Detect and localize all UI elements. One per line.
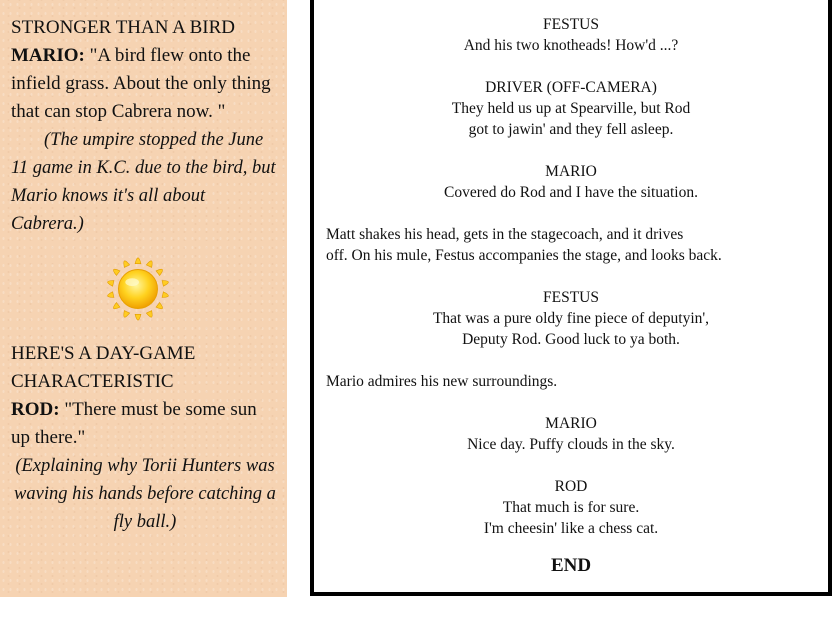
dialogue-line: I'm cheesin' like a chess cat. [483,520,659,537]
dialogue-line: That was a pure oldy fine piece of deputyin', [432,310,710,327]
action-text: Matt shakes his head, gets in the stagecoach, and it drives [326,226,684,243]
dialogue-mario-2 [314,413,828,455]
character-name: FESTUS [543,16,599,33]
dialogue-rod [314,476,828,539]
dialogue-line: got to jawin' and they fell asleep. [468,121,674,138]
action-text: Mario admires his new surroundings. [326,373,558,390]
action-line-2 [314,371,828,392]
section1-note: (The umpire stopped the June 11 game in K.C. due to the bird, but Mario knows it's all about Cabrera.) [11,130,276,234]
sidebar-panel [0,0,287,597]
sun-icon [99,250,177,328]
action-line-1 [314,224,828,266]
dialogue-line: Nice day. Puffy clouds in the sky. [467,436,675,453]
character-name: DRIVER (OFF-CAMERA) [485,79,657,96]
end-marker: END [550,555,592,576]
dialogue-festus-1 [314,14,828,56]
section2-headline: HERE'S A DAY-GAME CHARACTERISTIC [11,343,196,392]
speaker-rod: ROD: [11,399,60,420]
mario-quote-text: "A bird flew onto the infield grass. About the only thing that can stop Cabrera now. " [11,45,271,122]
section2-note: (Explaining why Torii Hunters was waving his hands before catching a fly ball.) [14,456,276,532]
action-text: off. On his mule, Festus accompanies the stage, and looks back. [326,247,722,264]
character-name: ROD [554,478,588,495]
dialogue-line: Deputy Rod. Good luck to ya both. [462,331,680,348]
section2-quote [11,396,279,452]
character-name: FESTUS [543,289,599,306]
character-name: MARIO [545,163,597,180]
dialogue-line: They held us up at Spearville, but Rod [451,100,691,117]
character-name: MARIO [545,415,597,432]
dialogue-festus-2 [314,287,828,350]
section1-quote [11,42,279,126]
dialogue-line: And his two knotheads! How'd ...? [463,37,679,54]
dialogue-line: That much is for sure. [502,499,640,516]
rod-quote-text: "There must be some sun up there." [11,399,257,448]
dialogue-line: Covered do Rod and I have the situation. [444,184,698,201]
dialogue-mario-1 [314,161,828,203]
dialogue-driver [314,77,828,140]
section1-headline: STRONGER THAN A BIRD [11,17,235,38]
speaker-mario: MARIO: [11,45,85,66]
script-panel [310,0,832,596]
